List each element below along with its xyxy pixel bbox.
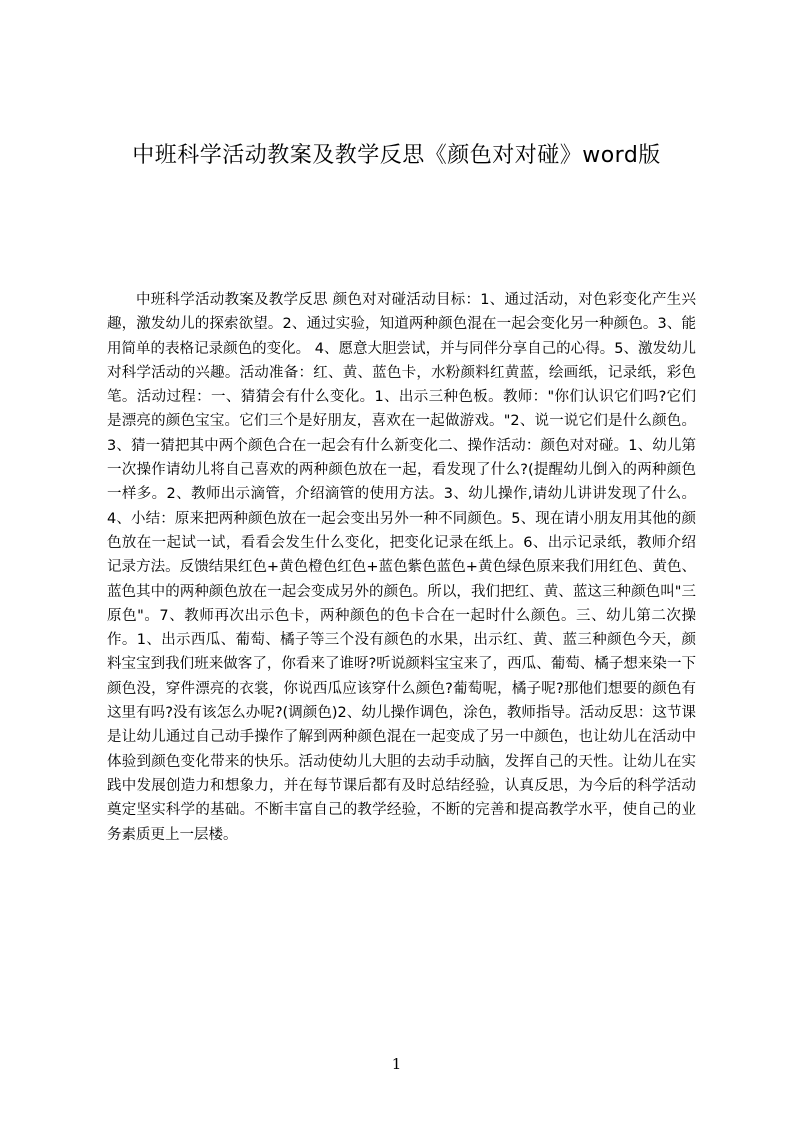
page-number: 1 bbox=[391, 1055, 402, 1073]
document-title: 中班科学活动教案及教学反思《颜色对对碰》word版 bbox=[132, 143, 661, 168]
document-body-text: 中班科学活动教案及教学反思 颜色对对碰活动目标：1、通过活动，对色彩变化产生兴趣，激发幼儿的探索欲望。2、通过实验，知道两种颜色混在一起会变化另一种颜色。3、能用简单的表格记录颜色的变化。 4、愿意大胆尝试，并与同伴分享自己的心得。5、激发幼儿对科学活动的兴趣。活动准备：红、黄、蓝色卡，水粉颜料红黄蓝，绘画纸，记录纸，彩色笔。活动过程：一、猜猜会有什么变化。1、出示三种色板。教师："你们认识它们吗?它们是漂亮的颜色宝宝。它们三个是好朋友，喜欢在一起做游戏。"2、说一说它们是什么颜色。 3、猜一猜把其中两个颜色合在一起会有什么新变化二、操作活动：颜色对对碰。1、幼儿第一次操作请幼儿将自己喜欢的两种颜色放在一起，看发现了什么?(提醒幼儿倒入的两种颜色一样多。2、教师出示滴管，介绍滴管的使用方法。3、幼儿操作,请幼儿讲讲发现了什么。 4、小结：原来把两种颜色放在一起会变出另外一种不同颜色。5、现在请小朋友用其他的颜色放在一起试一试，看看会发生什么变化，把变化记录在纸上。6、出示记录纸，教师介绍记录方法。反馈结果红色+黄色橙色红色+蓝色紫色蓝色+黄色绿色原来我们用红色、黄色、蓝色其中的两种颜色放在一起会变成另外的颜色。所以，我们把红、黄、蓝这三种颜色叫"三原色"。7、教师再次出示色卡，两种颜色的色卡合在一起时什么颜色。三、幼儿第二次操作。1、出示西瓜、葡萄、橘子等三个没有颜色的水果，出示红、黄、蓝三种颜色今天，颜料宝宝到我们班来做客了，你看来了谁呀?听说颜料宝宝来了，西瓜、葡萄、橘子想来染一下颜色没，穿件漂亮的衣裳，你说西瓜应该穿什么颜色?葡萄呢，橘子呢?那他们想要的颜色有这里有吗?没有该怎么办呢?(调颜色)2、幼儿操作调色，涂色，教师指导。活动反思：这节课是让幼儿通过自己动手操作了解到两种颜色混在一起变成了另一中颜色，也让幼儿在活动中体验到颜色变化带来的快乐。活动使幼儿大胆的去动手动脑，发挥自己的天性。让幼儿在实践中发展创造力和想象力，并在每节课后都有及时总结经验，认真反思，为今后的科学活动奠定坚实科学的基础。不断丰富自己的教学经验，不断的完善和提高教学水平，使自己的业务素质更上一层楼。 bbox=[107, 292, 696, 843]
